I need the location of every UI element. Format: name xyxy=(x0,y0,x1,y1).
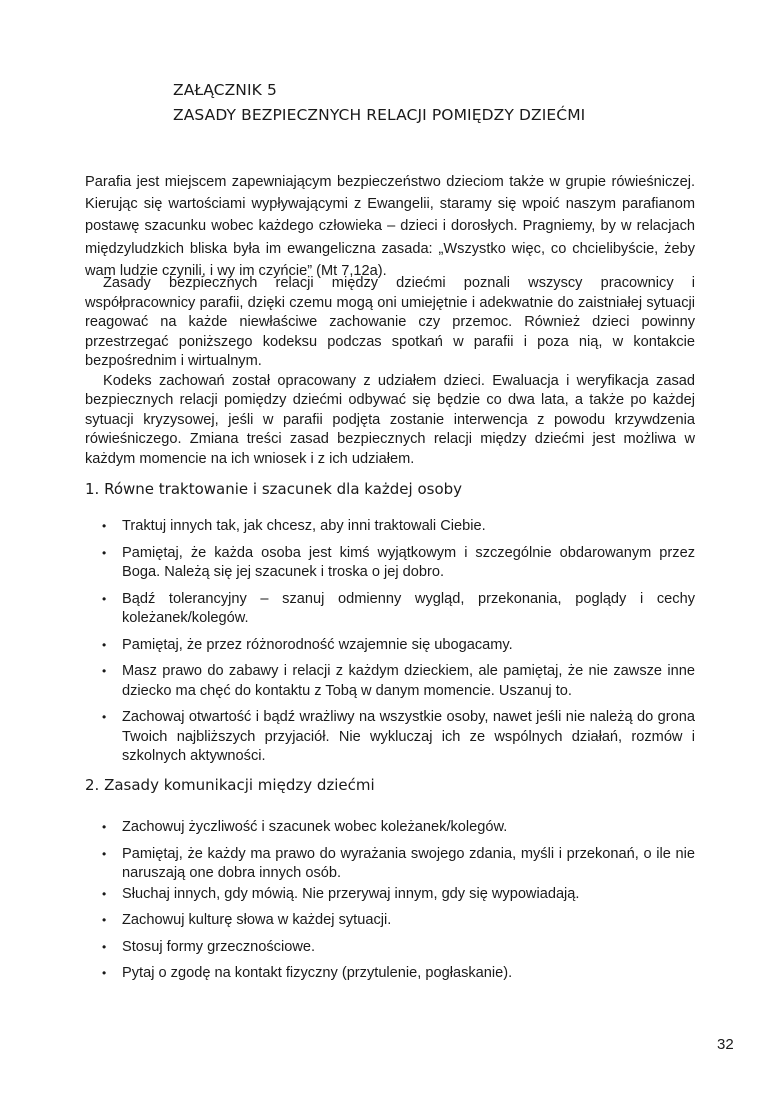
annex-label: ZAŁĄCZNIK 5 xyxy=(173,81,277,99)
intro-paragraph: Kodeks zachowań został opracowany z udziałem dzieci. Ewaluacja i weryfikacja zasad bezpiecznych relacji pomiędzy dziećmi odbywać się będzie co dwa lata, a także po każdej sytuacji kryzysowej, jeśli w parafii podjęta zostanie interwencja z powodu krzywdzenia rówieśniczego. Zmiana treści zasad bezpiecznych relacji między dziećmi jest możliwa w każdym momencie na ich wniosek i z ich udziałem. xyxy=(85,372,695,467)
annex-title: ZASADY BEZPIECZNYCH RELACJI POMIĘDZY DZIEĆMI xyxy=(173,106,586,124)
bullet-icon: • xyxy=(102,846,107,861)
bullet-icon: • xyxy=(102,820,107,834)
bullet-icon: • xyxy=(102,591,107,606)
bullet-icon: • xyxy=(102,519,107,533)
list-item: • Stosuj formy grzecznościowe. xyxy=(102,938,695,958)
section-heading: 2. Zasady komunikacji między dziećmi xyxy=(85,776,375,794)
list-item: • Traktuj innych tak, jak chcesz, aby inni traktowali Ciebie. xyxy=(102,517,695,537)
bullet-icon: • xyxy=(102,664,107,678)
list-item: • Bądź tolerancyjny – szanuj odmienny wygląd, przekonania, poglądy i cechy koleżanek/kolegów. xyxy=(102,590,695,626)
intro-paragraph: Zasady bezpiecznych relacji między dziećmi poznali wszyscy pracownicy i współpracownicy parafii, dzięki czemu mogą oni umiejętnie i adekwatnie do zaistniałej sytuacji reagować na każde niewłaściwe zachowanie czy przemoc. Również dzieci powinny przestrzegać poniższego kodeksu podczas spotkań w parafii i poza nią, w kontakcie bezpośrednim i wirtualnym. xyxy=(85,275,695,369)
rules-introduction xyxy=(85,274,695,469)
bullet-icon: • xyxy=(102,939,107,954)
bullet-icon: • xyxy=(102,637,107,652)
list-item: • Zachowuj kulturę słowa w każdej sytuacji. xyxy=(102,911,695,931)
bullet-icon: • xyxy=(102,710,107,724)
list-item: • Słuchaj innych, gdy mówią. Nie przerywaj innym, gdy się wypowiadają. xyxy=(102,885,695,905)
section-heading: 1. Równe traktowanie i szacunek dla każdej osoby xyxy=(85,480,463,498)
list-item: • Zachowuj życzliwość i szacunek wobec koleżanek/kolegów. xyxy=(102,818,695,838)
page-number: 32 xyxy=(717,1036,734,1053)
list-item: • Zachowaj otwartość i bądź wrażliwy na wszystkie osoby, nawet jeśli nie należą do grona Twoich najbliższych przyjaciół. Nie wykluczaj ich ze wspólnych działań, rozmów i szkolnych aktywności. xyxy=(102,709,695,764)
bullet-icon: • xyxy=(102,913,107,927)
list-item: • Pamiętaj, że każda osoba jest kimś wyjątkowym i szczególnie obdarowanym przez Boga. Należą się jej szacunek i troska o jej dobro. xyxy=(102,544,695,580)
bullet-list xyxy=(102,818,695,991)
bullet-icon: • xyxy=(102,966,107,980)
bullet-icon: • xyxy=(102,545,107,560)
bullet-icon: • xyxy=(102,886,107,901)
bullet-list xyxy=(102,517,695,774)
intro-paragraph: Parafia jest miejscem zapewniającym bezpieczeństwo dzieciom także w grupie rówieśniczej. Kierując się wartościami wypływającymi z Ewangelii, staramy się wpoić naszym parafianom postawę szacunku wobec każdego człowieka – dzieci i dorosłych. Pragniemy, by w relacjach międzyludzkich bliska była im ewangeliczna zasada: „Wszystko więc, co chcielibyście, żeby wam ludzie czynili, i wy im czyńcie” (Mt 7,12a). xyxy=(85,174,695,279)
list-item: • Pamiętaj, że każdy ma prawo do wyrażania swojego zdania, myśli i przekonań, o ile nie naruszają one dobra innych osób. xyxy=(102,845,695,881)
intro-section xyxy=(85,171,695,282)
list-item: • Pamiętaj, że przez różnorodność wzajemnie się ubogacamy. xyxy=(102,636,695,656)
list-item: • Masz prawo do zabawy i relacji z każdym dzieckiem, ale pamiętaj, że nie zawsze inne dziecko ma chęć do kontaktu z Tobą w danym momencie. Uszanuj to. xyxy=(102,663,695,699)
document-title xyxy=(173,78,585,128)
list-item: • Pytaj o zgodę na kontakt fizyczny (przytulenie, pogłaskanie). xyxy=(102,964,695,984)
